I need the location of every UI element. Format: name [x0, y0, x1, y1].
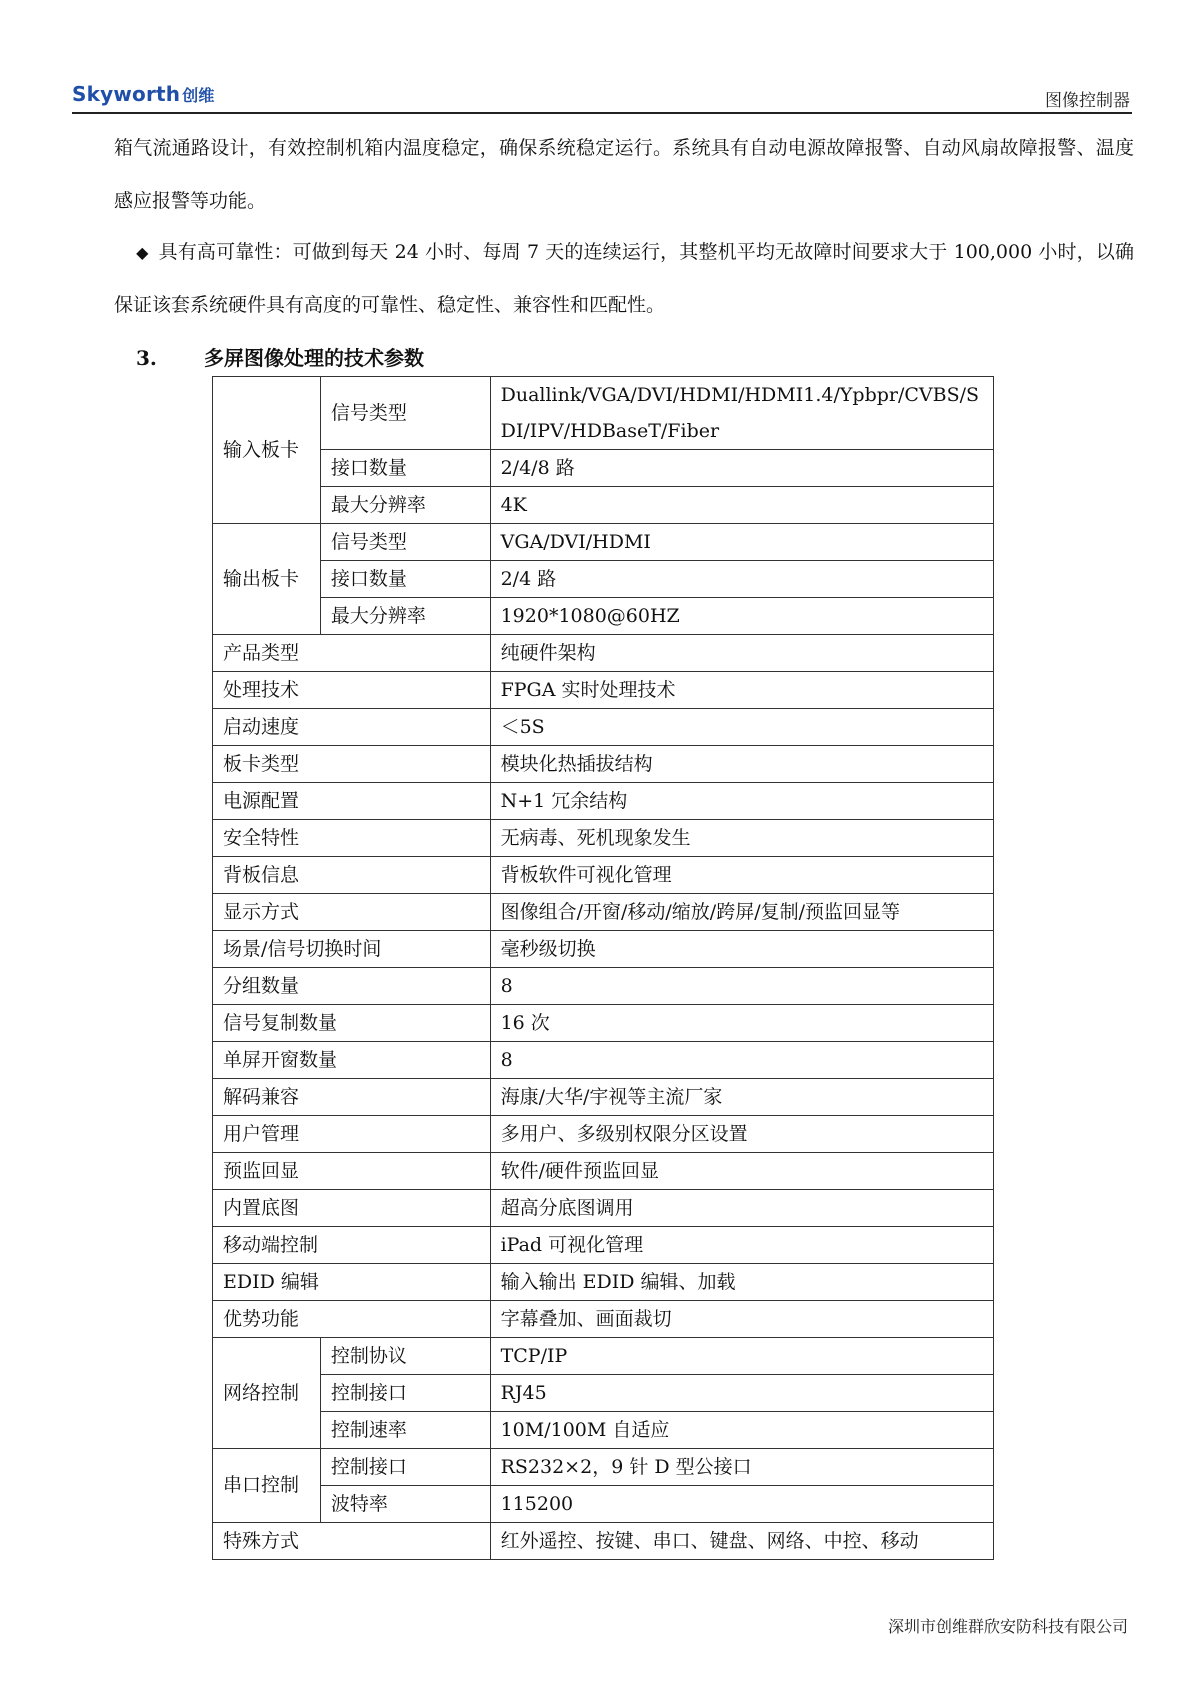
- reliability-text: 具有高可靠性：可做到每天 24 小时、每周 7 天的连续运行，其整机平均无故障时间要求大于 100,000 小时，以确保证该套系统硬件具有高度的可靠性、稳定性、兼容性和匹配性。: [114, 241, 1134, 316]
- row-value: VGA/DVI/HDMI: [490, 524, 993, 561]
- table-row: [213, 931, 994, 968]
- row-label: 最大分辨率: [320, 598, 490, 635]
- table-row: [213, 1116, 994, 1153]
- row-label: 电源配置: [213, 783, 491, 820]
- row-value: 字幕叠加、画面裁切: [490, 1301, 993, 1338]
- row-label: 分组数量: [213, 968, 491, 1005]
- table-row: [213, 1042, 994, 1079]
- row-label: EDID 编辑: [213, 1264, 491, 1301]
- row-label: 预监回显: [213, 1153, 491, 1190]
- table-row: [213, 1153, 994, 1190]
- table-row: [213, 820, 994, 857]
- row-label: 处理技术: [213, 672, 491, 709]
- table-row: [213, 672, 994, 709]
- row-value: 模块化热插拔结构: [490, 746, 993, 783]
- row-label: 场景/信号切换时间: [213, 931, 491, 968]
- row-value: 海康/大华/宇视等主流厂家: [490, 1079, 993, 1116]
- table-row: [213, 487, 994, 524]
- table-row: [213, 968, 994, 1005]
- section-number: 3.: [136, 346, 157, 370]
- row-value: 2/4/8 路: [490, 450, 993, 487]
- row-label: 单屏开窗数量: [213, 1042, 491, 1079]
- row-value: N+1 冗余结构: [490, 783, 993, 820]
- row-label: 启动速度: [213, 709, 491, 746]
- page-footer-company: 深圳市创维群欣安防科技有限公司: [887, 1617, 1128, 1636]
- table-row: [213, 598, 994, 635]
- table-row: [213, 783, 994, 820]
- table-row: [213, 1190, 994, 1227]
- table-row: [213, 450, 994, 487]
- row-label: 内置底图: [213, 1190, 491, 1227]
- table-row: [213, 1227, 994, 1264]
- table-row: [213, 1005, 994, 1042]
- row-label: 控制协议: [320, 1338, 490, 1375]
- row-value: 1920*1080@60HZ: [490, 598, 993, 635]
- table-row: [213, 1412, 994, 1449]
- row-value: RS232×2，9 针 D 型公接口: [490, 1449, 993, 1486]
- table-row: [213, 377, 994, 450]
- logo-cn: 创维: [182, 86, 215, 105]
- paragraph-cooling: 箱气流通路设计，有效控制机箱内温度稳定，确保系统稳定运行。系统具有自动电源故障报警、自动风扇故障报警、温度感应报警等功能。: [114, 137, 1134, 212]
- row-value: Duallink/VGA/DVI/HDMI/HDMI1.4/Ypbpr/CVBS/SDI/IPV/HDBaseT/Fiber: [490, 377, 993, 450]
- row-label: 接口数量: [320, 450, 490, 487]
- table-row: [213, 1375, 994, 1412]
- row-value: 16 次: [490, 1005, 993, 1042]
- table-row: [213, 1301, 994, 1338]
- row-label: 信号复制数量: [213, 1005, 491, 1042]
- document-title: 图像控制器: [1045, 91, 1130, 111]
- table-row: [213, 709, 994, 746]
- row-label: 安全特性: [213, 820, 491, 857]
- section-heading: [136, 342, 424, 371]
- row-label: 移动端控制: [213, 1227, 491, 1264]
- table-row: [213, 1449, 994, 1486]
- logo-brand: Skyworth: [72, 82, 181, 106]
- row-label: 控制速率: [320, 1412, 490, 1449]
- page-header: [72, 78, 1132, 114]
- row-value: 无病毒、死机现象发生: [490, 820, 993, 857]
- row-label: 特殊方式: [213, 1523, 491, 1560]
- row-value: 背板软件可视化管理: [490, 857, 993, 894]
- row-value: 纯硬件架构: [490, 635, 993, 672]
- group-label: 输入板卡: [213, 377, 321, 524]
- row-label: 解码兼容: [213, 1079, 491, 1116]
- row-label: 波特率: [320, 1486, 490, 1523]
- row-value: 多用户、多级别权限分区设置: [490, 1116, 993, 1153]
- table-row: [213, 1523, 994, 1560]
- row-label: 控制接口: [320, 1449, 490, 1486]
- row-label: 接口数量: [320, 561, 490, 598]
- row-label: 信号类型: [320, 524, 490, 561]
- row-value: 输入输出 EDID 编辑、加载: [490, 1264, 993, 1301]
- row-value: RJ45: [490, 1375, 993, 1412]
- row-value: 115200: [490, 1486, 993, 1523]
- row-value: 4K: [490, 487, 993, 524]
- row-label: 背板信息: [213, 857, 491, 894]
- row-value: 红外遥控、按键、串口、键盘、网络、中控、移动: [490, 1523, 993, 1560]
- table-row: [213, 1486, 994, 1523]
- row-value: TCP/IP: [490, 1338, 993, 1375]
- group-label: 网络控制: [213, 1338, 321, 1449]
- row-value: 8: [490, 1042, 993, 1079]
- table-row: [213, 635, 994, 672]
- row-label: 用户管理: [213, 1116, 491, 1153]
- row-label: 产品类型: [213, 635, 491, 672]
- row-value: 图像组合/开窗/移动/缩放/跨屏/复制/预监回显等: [490, 894, 993, 931]
- table-row: [213, 1338, 994, 1375]
- skyworth-logo: [72, 82, 215, 106]
- table-row: [213, 894, 994, 931]
- row-value: FPGA 实时处理技术: [490, 672, 993, 709]
- diamond-bullet-icon: ◆: [136, 243, 149, 262]
- row-label: 控制接口: [320, 1375, 490, 1412]
- table-row: [213, 524, 994, 561]
- group-label: 串口控制: [213, 1449, 321, 1523]
- table-row: [213, 746, 994, 783]
- row-label: 优势功能: [213, 1301, 491, 1338]
- row-label: 显示方式: [213, 894, 491, 931]
- row-value: 超高分底图调用: [490, 1190, 993, 1227]
- table-row: [213, 1264, 994, 1301]
- row-label: 最大分辨率: [320, 487, 490, 524]
- table-row: [213, 561, 994, 598]
- row-value: 10M/100M 自适应: [490, 1412, 993, 1449]
- section-title: 多屏图像处理的技术参数: [204, 346, 424, 370]
- row-label: 信号类型: [320, 377, 490, 450]
- spec-table: [212, 376, 994, 1560]
- paragraph-reliability: [114, 226, 1134, 332]
- table-row: [213, 1079, 994, 1116]
- group-label: 输出板卡: [213, 524, 321, 635]
- row-value: 8: [490, 968, 993, 1005]
- row-value: 毫秒级切换: [490, 931, 993, 968]
- row-label: 板卡类型: [213, 746, 491, 783]
- row-value: ＜5S: [490, 709, 993, 746]
- table-row: [213, 857, 994, 894]
- row-value: 软件/硬件预监回显: [490, 1153, 993, 1190]
- row-value: 2/4 路: [490, 561, 993, 598]
- row-value: iPad 可视化管理: [490, 1227, 993, 1264]
